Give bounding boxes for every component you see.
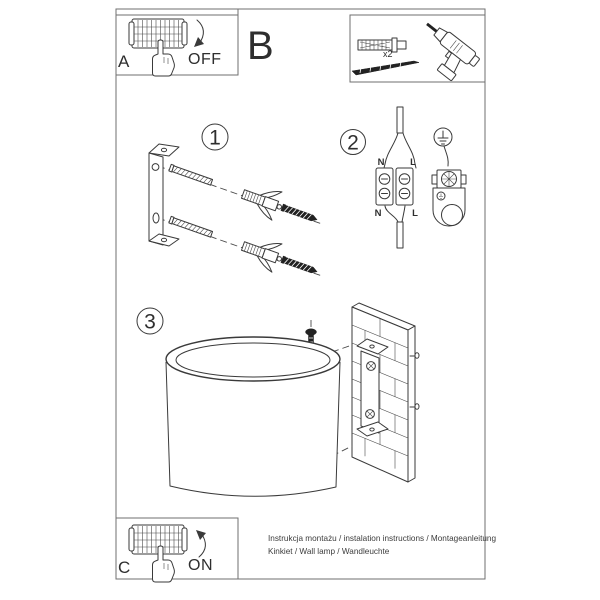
ground-symbol-icon: [434, 128, 452, 146]
wall-plug-icon: [238, 232, 286, 274]
section-c-illustration: [118, 525, 213, 582]
wall-plug-icon: [238, 180, 286, 222]
wire-label-n-bottom: N: [374, 208, 382, 219]
arrow-down-icon: [194, 20, 204, 47]
ground-terminal-icon: [432, 170, 466, 188]
step-2: [341, 107, 467, 248]
arrow-up-icon: [196, 530, 206, 557]
ground-wire: [444, 146, 448, 166]
parts-illustration: [352, 18, 481, 86]
mounting-bracket-icon: [149, 144, 179, 246]
drill-icon: [409, 18, 482, 86]
wire-label-l-top: L: [410, 157, 416, 168]
footer-line-2: Kinkiet / Wall lamp / Wandleuchte: [268, 547, 390, 556]
screw-dark-icon: [281, 256, 318, 275]
on-label: ON: [188, 557, 213, 574]
step-3-number: 3: [144, 310, 156, 334]
off-label: OFF: [188, 51, 222, 68]
wall-plug-icon: [358, 38, 406, 52]
footer-line-1: Instrukcja montażu / instalation instructions / Montageanleitung: [268, 534, 497, 543]
step-2-number: 2: [347, 131, 359, 155]
step-1: [149, 124, 322, 276]
section-c-label: C: [118, 558, 131, 577]
section-a-illustration: [118, 19, 222, 76]
plug-quantity-label: x2: [383, 49, 393, 59]
terminal-block-icon: [376, 168, 413, 205]
step-3: [137, 303, 419, 496]
power-cable-icon: [385, 206, 405, 248]
lamp-cylinder-icon: [166, 337, 340, 496]
section-b-label: B: [247, 24, 274, 68]
wire-label-l-bottom: L: [412, 208, 418, 219]
step-1-number: 1: [209, 126, 221, 150]
screw-dark-icon: [281, 204, 318, 223]
screw-icon: [169, 164, 213, 185]
screw-icon: [169, 216, 213, 237]
section-a-label: A: [118, 52, 130, 71]
wire-label-n-top: N: [377, 157, 385, 168]
ground-plate-icon: [433, 188, 465, 226]
footer: [268, 534, 496, 556]
